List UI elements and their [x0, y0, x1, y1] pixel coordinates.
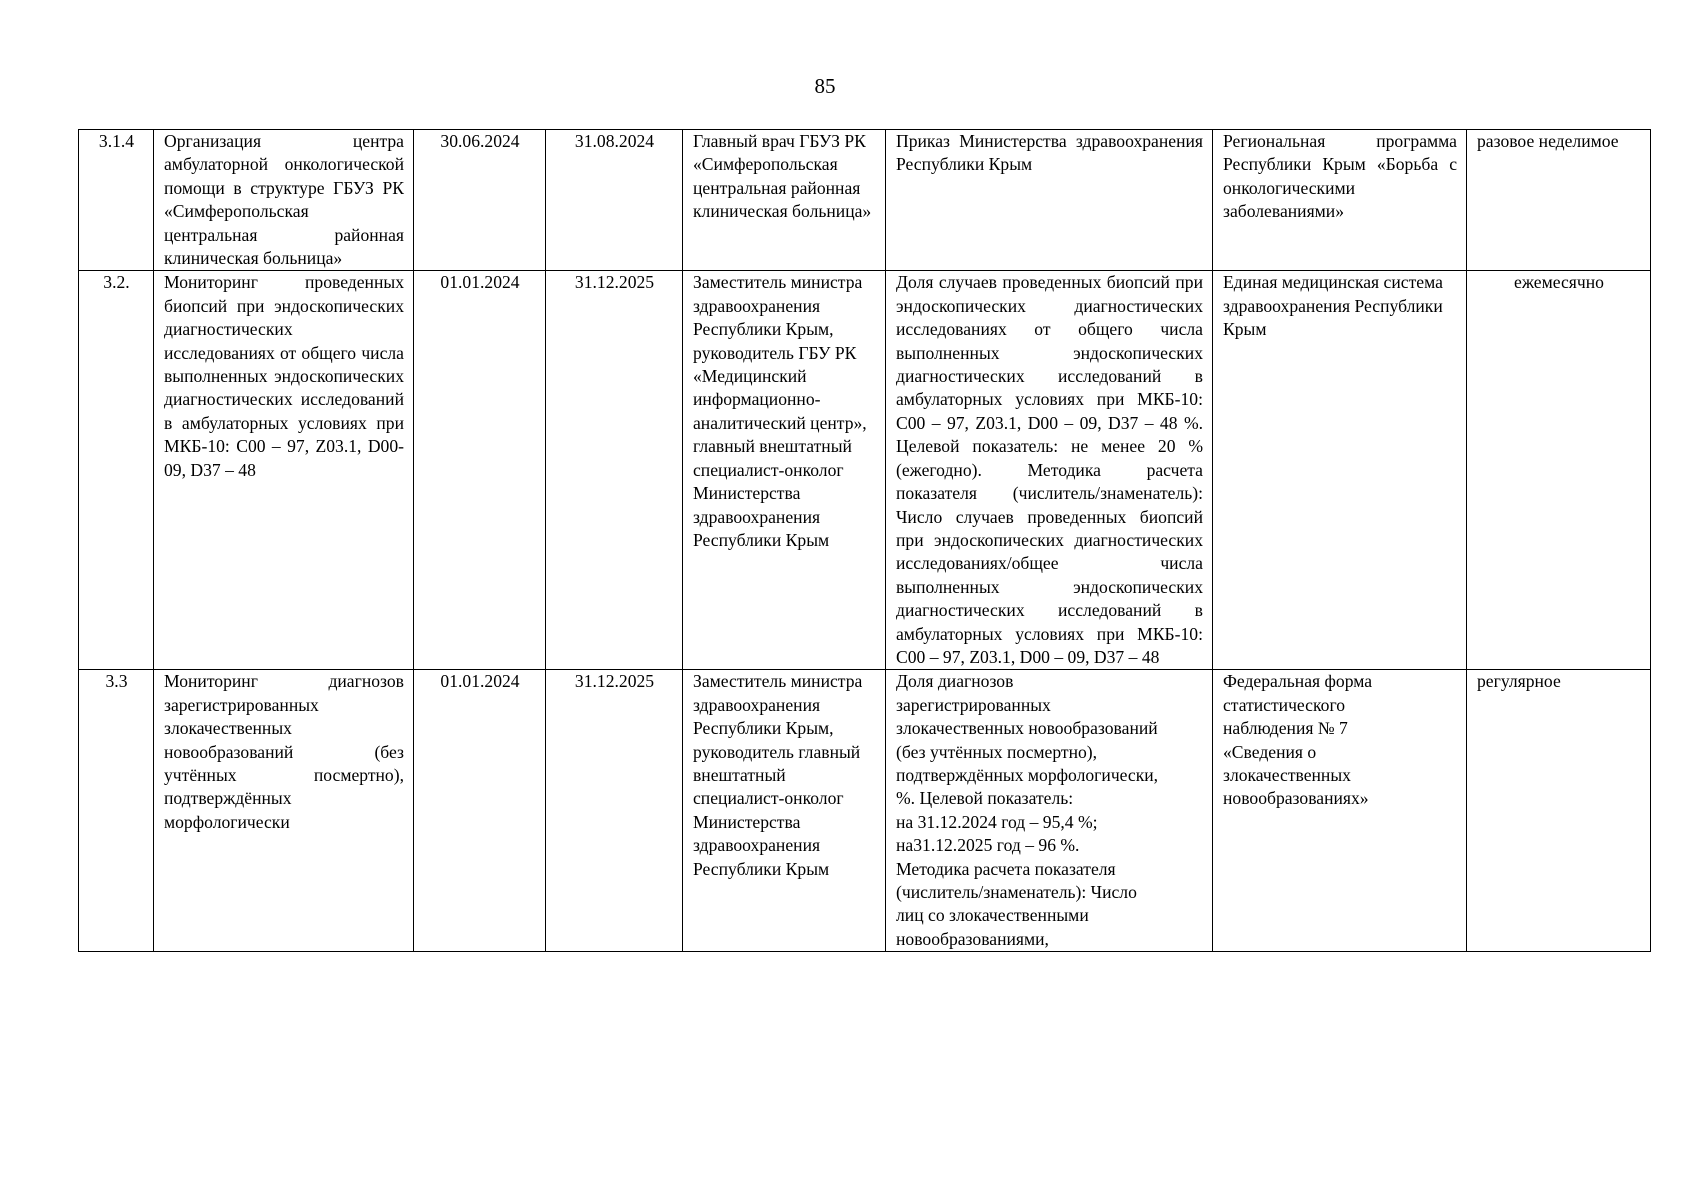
source-line: новообразованиях» [1223, 788, 1369, 809]
end-date-cell: 31.08.2024 [546, 130, 683, 271]
source-line: Федеральная форма [1223, 671, 1373, 692]
responsible-cell: Главный врач ГБУЗ РК «Симферопольская центральная районная клиническая больница» [683, 130, 886, 271]
activity-cell: Мониторинг проведенных биопсий при эндоскопических диагностических исследованиях от общего числа выполненных эндоскопических диагностических исследований в амбулаторных условиях при МКБ-10: С00 – 97, Z03.1, D00-09, D37 – 48 [154, 271, 414, 670]
result-line: злокачественных новообразований [896, 718, 1158, 739]
activity-cell: Мониторинг диагнозов зарегистрированных злокачественных новообразований (без учтённых посмертно), подтверждённых морфологически [154, 670, 414, 952]
result-line: Доля диагнозов [896, 671, 1014, 692]
table-row [79, 130, 1651, 271]
result-line: на31.12.2025 год – 96 %. [896, 835, 1080, 856]
source-line: «Сведения о [1223, 741, 1317, 762]
start-date-cell: 01.01.2024 [414, 271, 546, 670]
periodicity-cell: разовое неделимое [1467, 130, 1651, 271]
periodicity-cell: ежемесячно [1467, 271, 1651, 670]
periodicity-cell: регулярное [1467, 670, 1651, 952]
row-number: 3.2. [79, 271, 154, 670]
result-line: Методика расчета показателя [896, 858, 1116, 879]
end-date-cell: 31.12.2025 [546, 670, 683, 952]
result-line: (без учтённых посмертно), [896, 741, 1098, 762]
row-number: 3.1.4 [79, 130, 154, 271]
responsible-cell: Заместитель министра здравоохранения Республики Крым, руководитель ГБУ РК «Медицинский информационно-аналитический центр», главный внештатный специалист-онколог Министерства здравоохранения Республики Крым [683, 271, 886, 670]
activity-cell: Организация центра амбулаторной онкологической помощи в структуре ГБУЗ РК «Симферопольская центральная районная клиническая больница» [154, 130, 414, 271]
result-cell [886, 670, 1213, 952]
result-line: подтверждённых морфологически, [896, 764, 1159, 785]
source-cell: Региональная программа Республики Крым «Борьба с онкологическими заболеваниями» [1213, 130, 1467, 271]
source-line: статистического [1223, 694, 1346, 715]
activity-table [78, 129, 1651, 952]
start-date-cell: 30.06.2024 [414, 130, 546, 271]
result-line: новообразованиями, [896, 928, 1049, 949]
table-row [79, 271, 1651, 670]
table-row [79, 670, 1651, 952]
start-date-cell: 01.01.2024 [414, 670, 546, 952]
result-line: зарегистрированных [896, 694, 1051, 715]
result-line: лиц со злокачественными [896, 905, 1089, 926]
result-line: (числитель/знаменатель): Число [896, 882, 1137, 902]
end-date-cell: 31.12.2025 [546, 271, 683, 670]
source-line: наблюдения № 7 [1223, 718, 1348, 739]
result-cell: Доля случаев проведенных биопсий при эндоскопических диагностических исследованиях от общего числа выполненных эндоскопических диагностических исследований в амбулаторных условиях при МКБ-10: С00 – 97, Z03.1, D00 – 09, D37 – 48 %. Целевой показатель: не менее 20 % (ежегодно). Методика расчета показателя (числитель/знаменатель): Число случаев проведенных биопсий при эндоскопических диагностических исследованиях/общее числа выполненных эндоскопических диагностических исследований в амбулаторных условиях при МКБ-10: С00 – 97, Z03.1, D00 – 09, D37 – 48 [886, 271, 1213, 670]
result-cell: Приказ Министерства здравоохранения Республики Крым [886, 130, 1213, 271]
result-line: на 31.12.2024 год – 95,4 %; [896, 811, 1098, 832]
source-line: злокачественных [1223, 764, 1351, 785]
row-number: 3.3 [79, 670, 154, 952]
source-cell: Единая медицинская система здравоохранения Республики Крым [1213, 271, 1467, 670]
source-cell [1213, 670, 1467, 952]
page-number: 85 [814, 74, 836, 98]
responsible-cell: Заместитель министра здравоохранения Республики Крым, руководитель главный внештатный специалист-онколог Министерства здравоохранения Республики Крым [683, 670, 886, 952]
result-line: %. Целевой показатель: [896, 788, 1074, 809]
